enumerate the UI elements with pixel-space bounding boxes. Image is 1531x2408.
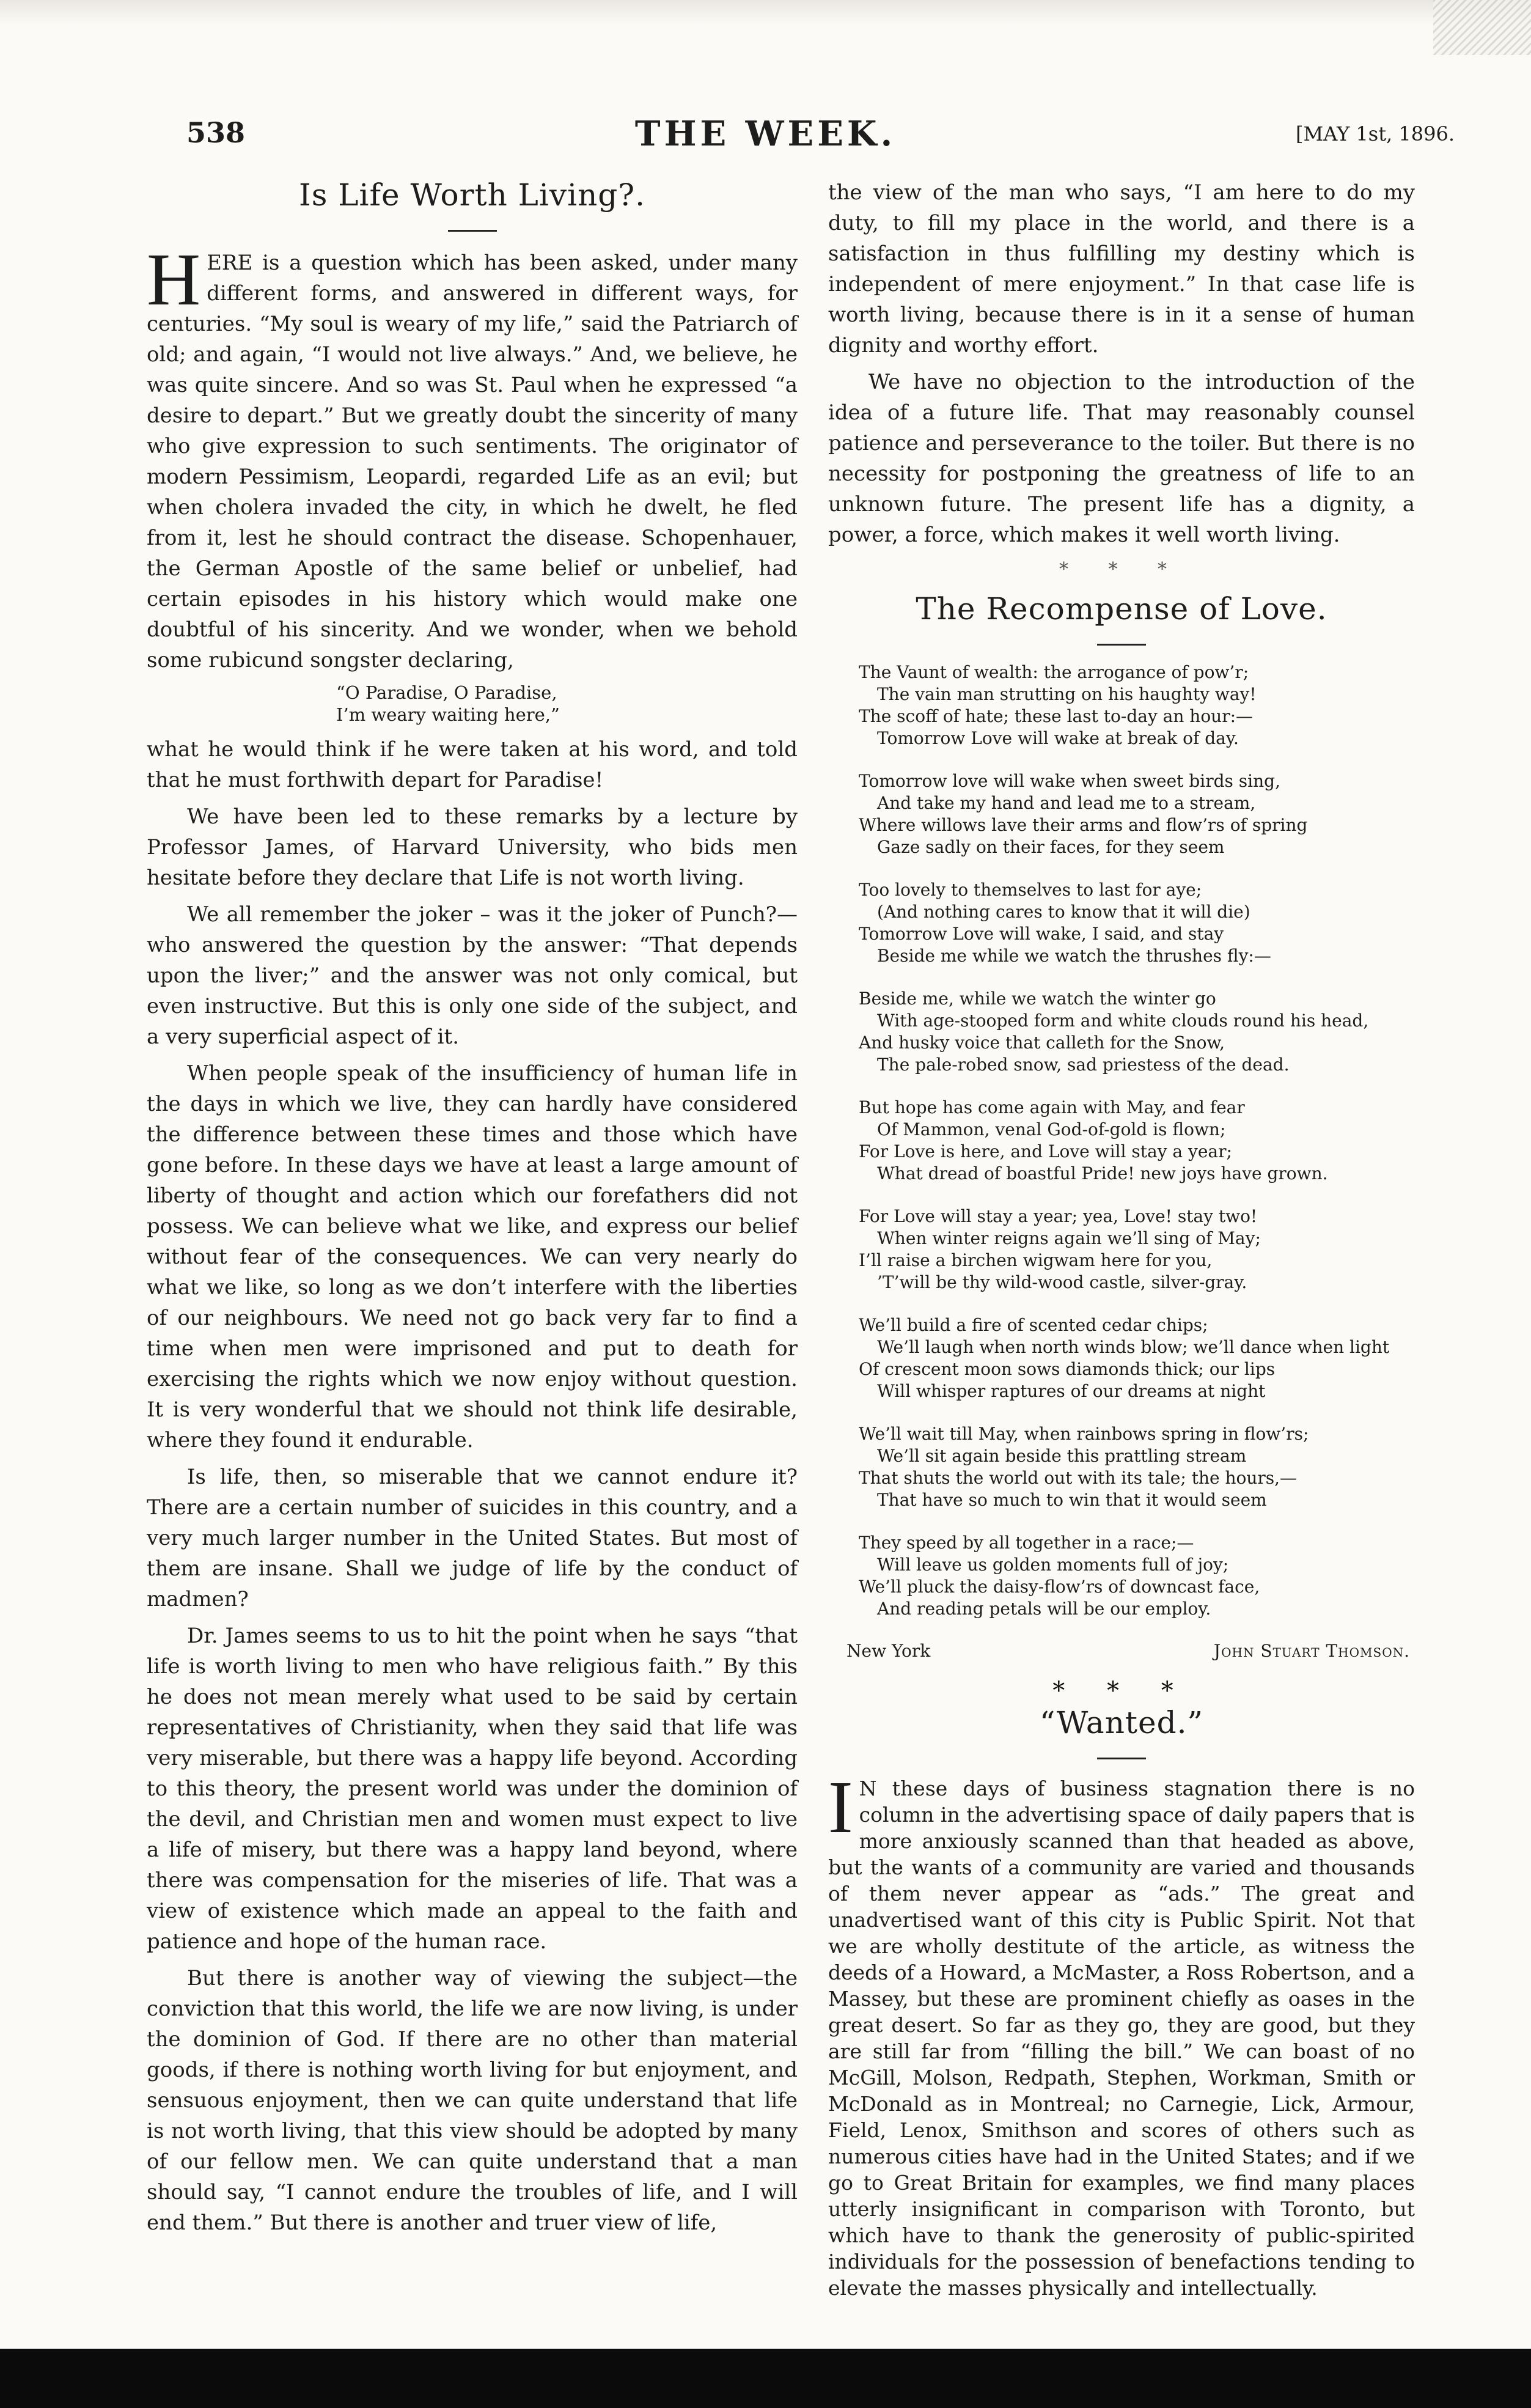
poem-line: The Vaunt of wealth: the arrogance of pow’r; [859, 662, 1249, 682]
poem-line: Tomorrow Love will wake at break of day. [877, 728, 1239, 748]
poem-author: John Stuart Thomson. [1213, 1641, 1410, 1661]
poem-stanza [859, 1423, 1415, 1511]
poem-stanza [859, 1206, 1415, 1294]
poem-line: That shuts the world out with its tale; the hours,— [859, 1468, 1298, 1488]
poem-stanza [859, 988, 1415, 1076]
poem-stanza [859, 770, 1415, 858]
poem-line: We’ll build a fire of scented cedar chips; [859, 1315, 1208, 1335]
poem-line: The pale-robed snow, sad priestess of the dead. [877, 1055, 1290, 1075]
inline-verse-quote [336, 682, 798, 726]
poem-line: And reading petals will be our employ. [877, 1599, 1211, 1619]
left-column [147, 177, 798, 2244]
poem-stanza [859, 1097, 1415, 1185]
issue-date: [MAY 1st, 1896. [1296, 122, 1455, 145]
paragraph-text: N these days of business stagnation there is no column in the advertising space of daily papers that is more anxiously scanned than that headed as above, but the wants of a community are varied and thousands of them never appear as “ads.” The great and unadvertised want of this city is Public Spirit. Not that we are wholly destitute of the article, as witness the deeds of a Howard, a McMaster, a Ross Robertson, and a Massey, but these are prominent chiefly as oases in the great desert. So far as they go, they are good, but they are still far from “filling the bill.” We can boast of no McGill, Molson, Redpath, Stephen, Workman, Smith or McDonald as in Montreal; no Carnegie, Lick, Armour, Field, Lenox, Smithson and scores of others such as numerous cities have had in the United States; and if we go to Great Britain for examples, we find many places utterly insignificant in comparison with Toronto, but which have to thank the generosity of public-spirited individuals for the possession of benefactions tending to elevate the masses physically and intellectually. [828, 1777, 1415, 2300]
title-rule [1097, 1758, 1146, 1759]
article-paragraph: But there is another way of viewing the subject—the conviction that this world, the life we are now living, is under the dominion of God. If there are no other than material goods, if there is nothing worth living for but enjoyment, and sensuous enjoyment, then we can quite understand that life is not worth living, that this view should be adopted by many of our fellow men. We can quite understand that a man should say, “I cannot endure the troubles of life, and I will end them.” But there is another and truer view of life, [147, 1966, 798, 2235]
article-paragraph: the view of the man who says, “I am here to do my duty, to fill my place in the world, and there is a satisfaction in thus fulfilling my destiny which is independent of mere enjoyment.” In that case life is worth living, because there is in it a sense of human dignity and worthy effort. [828, 180, 1415, 358]
drop-cap: I [828, 1766, 853, 1849]
poem-line: I’ll raise a birchen wigwam here for you, [859, 1250, 1213, 1270]
article-paragraph: When people speak of the insufficiency of human life in the days in which we live, they can hardly have considered the difference between these times and those which have gone before. In these days we have at least a large amount of liberty of thought and action which our forefathers did not possess. We can believe what we like, and express our belief without fear of the consequences. We can very nearly do what we like, so long as we don’t interfere with the liberties of our neighbours. We need not go back very far to find a time when men were imprisoned and put to death for exercising the rights which we now enjoy without question. It is very wonderful that we should not think life desirable, where they found it endurable. [147, 1061, 798, 1453]
article-title-life-worth-living: Is Life Worth Living?. [298, 177, 646, 213]
poem-title: The Recompense of Love. [916, 591, 1327, 627]
poem-line: Will whisper raptures of our dreams at night [877, 1381, 1266, 1401]
scan-edge-bottom [0, 2349, 1531, 2408]
page-number: 538 [186, 116, 246, 149]
article-title-wanted: “Wanted.” [1039, 1705, 1204, 1740]
poem-line: When winter reigns again we’ll sing of May; [877, 1228, 1261, 1248]
article-paragraph: what he would think if he were taken at his word, and told that he must forthwith depart for Paradise! [147, 737, 798, 792]
poem-line: Of Mammon, venal God-of-gold is flown; [877, 1119, 1226, 1140]
poem-line: Tomorrow Love will wake, I said, and stay [859, 924, 1224, 944]
poem-line: We’ll wait till May, when rainbows spring in flow’rs; [859, 1424, 1309, 1444]
poem-stanza [859, 661, 1415, 749]
poem-line: But hope has come again with May, and fear [859, 1097, 1245, 1117]
poem-line: Of crescent moon sows diamonds thick; our lips [859, 1359, 1276, 1379]
poem-line: ’T’will be thy wild-wood castle, silver-gray. [877, 1272, 1247, 1292]
article-paragraph [828, 1766, 1415, 2301]
poem-line: Will leave us golden moments full of joy; [877, 1555, 1229, 1575]
poem-place: New York [846, 1641, 931, 1661]
poem-line: Beside me, while we watch the winter go [859, 989, 1216, 1009]
poem-stanza [859, 1314, 1415, 1402]
poem-line: For Love is here, and Love will stay a year; [859, 1141, 1232, 1162]
poem-line: Tomorrow love will wake when sweet birds sing, [859, 771, 1280, 791]
poem-line: (And nothing cares to know that it will die) [877, 902, 1250, 922]
poem-line: Beside me while we watch the thrushes fly:— [877, 946, 1271, 966]
section-separator: * * * [1059, 559, 1184, 580]
poem-line: Gaze sadly on their faces, for they seem [877, 837, 1225, 857]
poem-body [828, 661, 1415, 1620]
poem-line: Too lovely to themselves to last for aye; [859, 880, 1202, 900]
drop-cap: H [147, 238, 201, 321]
poem-line: Where willows lave their arms and flow’rs of spring [859, 815, 1308, 835]
poem-line: The scoff of hate; these last to-day an hour:— [859, 706, 1254, 726]
article-paragraph: Dr. James seems to us to hit the point when he says “that life is worth living to men who have religious faith.” By this he does not mean merely what used to be said by certain representatives of Christianity, when they said that life was very miserable, but there was a happy life beyond. According to this theory, the present world was under the dominion of the devil, and Christian men and women must expect to live a life of misery, but there was a happy land beyond, where there was compensation for the miseries of life. That was a view of existence which made an appeal to the faith and patience and hope of the human race. [147, 1624, 798, 1954]
poem-line: We’ll pluck the daisy-flow’rs of downcast face, [859, 1577, 1260, 1597]
article-paragraph [147, 238, 798, 676]
title-rule [448, 230, 497, 232]
article-paragraph: Is life, then, so miserable that we cannot endure it? There are a certain number of suicides in this country, and a very much larger number in the United States. But most of them are insane. Shall we judge of life by the conduct of madmen? [147, 1465, 798, 1611]
poem-line: We’ll laugh when north winds blow; we’ll dance when light [877, 1337, 1390, 1357]
poem-line: And take my hand and lead me to a stream, [877, 793, 1256, 813]
poem-line: With age-stooped form and white clouds round his head, [877, 1011, 1369, 1031]
poem-line: The vain man strutting on his haughty way! [877, 684, 1257, 704]
poem-line: They speed by all together in a race;— [859, 1533, 1194, 1553]
poem-stanza [859, 1532, 1415, 1620]
article-paragraph: We have no objection to the introduction of the idea of a future life. That may reasonably counsel patience and perseverance to the toiler. But there is no necessity for postponing the greatness of life to an unknown future. The present life has a dignity, a power, a force, which makes it well worth living. [828, 370, 1415, 547]
magazine-title: THE WEEK. [634, 114, 897, 154]
poem-signature [846, 1641, 1410, 1661]
verse-line: I’m weary waiting here,” [336, 704, 560, 725]
article-paragraph: We have been led to these remarks by a lecture by Professor James, of Harvard University, who bids men hesitate before they declare that Life is not worth living. [147, 805, 798, 890]
page-header [0, 116, 1531, 165]
poem-line: We’ll sit again beside this prattling stream [877, 1446, 1247, 1466]
poem-stanza [859, 879, 1415, 967]
article-paragraph: We all remember the joker – was it the joker of Punch?— who answered the question by the answer: “That depends upon the liver;” and the answer was not only comical, but even instructive. But this is only one side of the subject, and a very superficial aspect of it. [147, 902, 798, 1049]
scan-corner-speckle [1433, 0, 1531, 55]
article-wanted [828, 1705, 1415, 2301]
poem-line: For Love will stay a year; yea, Love! stay two! [859, 1206, 1258, 1226]
verse-line: “O Paradise, O Paradise, [336, 682, 557, 703]
poem-line: And husky voice that calleth for the Snow, [859, 1033, 1225, 1053]
right-column [828, 177, 1415, 2301]
scan-edge-top [0, 0, 1531, 24]
poem-line: What dread of boastful Pride! new joys have grown. [877, 1163, 1328, 1184]
paragraph-text: ERE is a question which has been asked, under many different forms, and answered in different ways, for centuries. “My soul is weary of my life,” said the Patriarch of old; and again, “I would not live always.” And, we believe, he was quite sincere. And so was St. Paul when he expressed “a desire to depart.” But we greatly doubt the sincerity of many who give expression to such sentiments. The originator of modern Pessimism, Leopardi, regarded Life as an evil; but when cholera invaded the city, in which he dwelt, he fled from it, lest he should contract the disease. Schopenhauer, the German Apostle of the same belief or unbelief, had certain episodes in his history which would make one doubtful of his sincerity. And we wonder, when we behold some rubicund songster declaring, [147, 251, 798, 672]
title-rule [1097, 644, 1146, 646]
section-separator: * * * [1052, 1677, 1191, 1705]
poem-line: That have so much to win that it would seem [877, 1490, 1267, 1510]
